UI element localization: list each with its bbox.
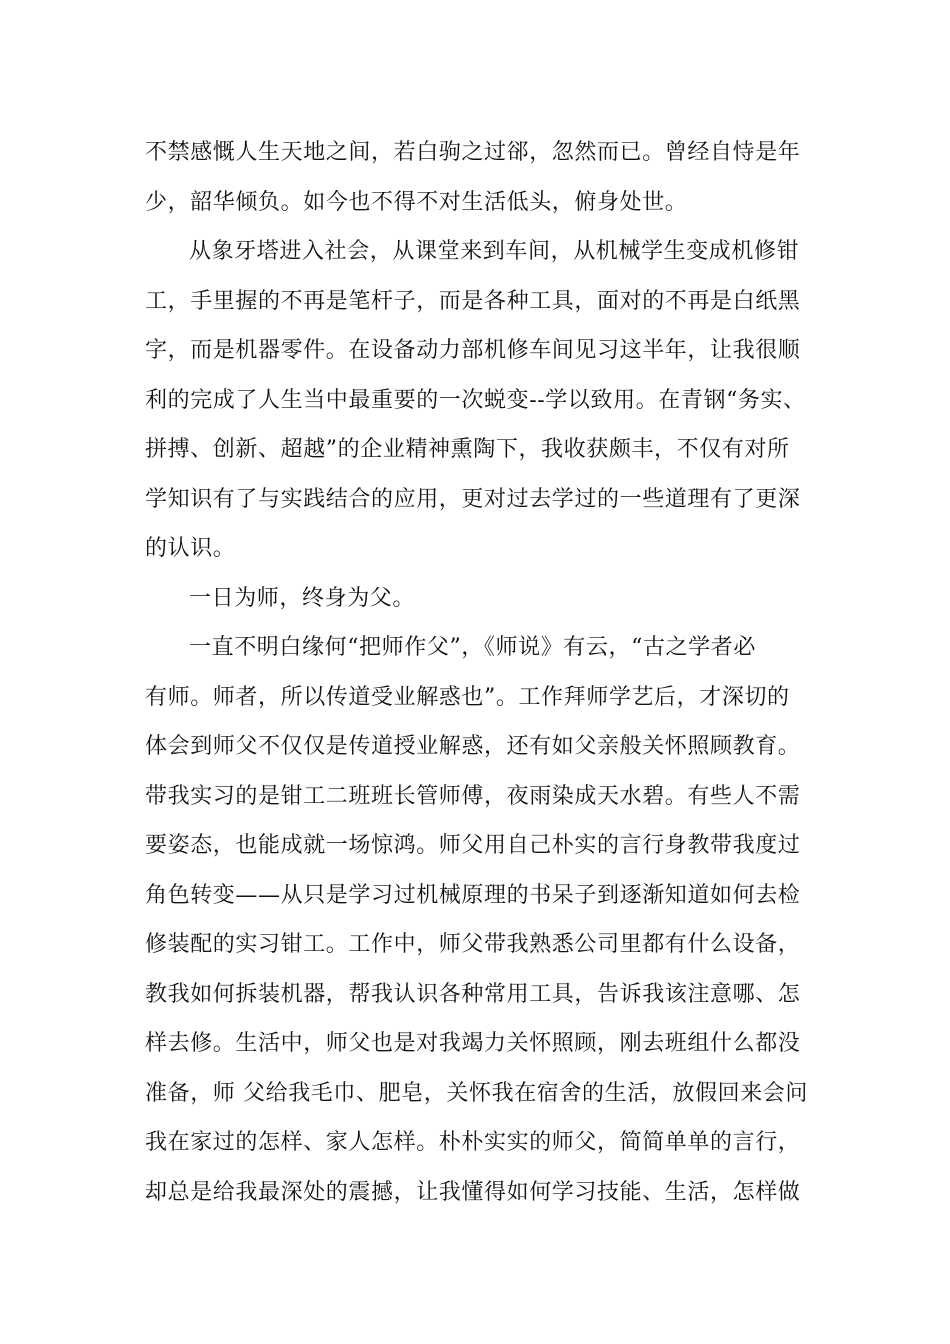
text-line: 字，而是机器零件。在设备动力部机修车间见习这半年，让我很顺: [145, 338, 801, 363]
text-line: 不禁感慨人生天地之间，若白驹之过郤，忽然而已。曾经自恃是年: [145, 140, 801, 165]
text-line: 教我如何拆装机器，帮我认识各种常用工具，告诉我该注意哪、怎: [145, 981, 801, 1007]
text-line: 有师。师者，所以传道受业解惑也”。工作拜师学艺后，才深切的: [145, 684, 790, 710]
text-line: 利的完成了人生当中最重要的一次蜕变--学以致用。在青钢“务实、: [145, 387, 806, 413]
text-line: 要姿态，也能成就一场惊鸿。师父用自己朴实的言行身教带我度过: [145, 833, 801, 858]
text-line: 少，韶华倾负。如今也不得不对生活低头，俯身处世。: [145, 189, 688, 215]
text-line: 样去修。生活中，师父也是对我竭力关怀照顾，刚去班组什么都没: [145, 1031, 801, 1056]
text-line: 工，手里握的不再是笔杆子，而是各种工具，面对的不再是白纸黑: [145, 288, 801, 314]
text-line: 拼搏、创新、超越”的企业精神熏陶下，我收获颇丰，不仅有对所: [145, 437, 790, 462]
text-line: 修装配的实习钳工。工作中，师父带我熟悉公司里都有什么设备，: [145, 932, 801, 957]
text-line: 从象牙塔进入社会，从课堂来到车间，从机械学生变成机修钳: [189, 239, 800, 264]
text-line: 学知识有了与实践结合的应用，更对过去学过的一些道理有了更深: [145, 486, 801, 512]
text-line: 准备，师 父给我毛巾、肥皂，关怀我在宿舍的生活，放假回来会问: [145, 1080, 808, 1106]
text-line: 体会到师父不仅仅是传道授业解惑，还有如父亲般关怀照顾教育。: [145, 734, 801, 759]
text-line: 我在家过的怎样、家人怎样。朴朴实实的师父，简简单单的言行，: [145, 1130, 801, 1155]
text-line: 带我实习的是钳工二班班长管师傅，夜雨染成天水碧。有些人不需: [145, 783, 801, 809]
text-line: 角色转变——从只是学习过机械原理的书呆子到逐渐知道如何去检: [145, 882, 801, 908]
body-text: [145, 128, 825, 1217]
text-line: 的认识。: [145, 536, 236, 561]
text-line: 却总是给我最深处的震撼，让我懂得如何学习技能、生活，怎样做: [145, 1179, 801, 1205]
text-line: 一直不明白缘何“把师作父”，《师说》有云，“古之学者必: [189, 635, 756, 660]
text-line: 一日为师，终身为父。: [189, 585, 416, 611]
